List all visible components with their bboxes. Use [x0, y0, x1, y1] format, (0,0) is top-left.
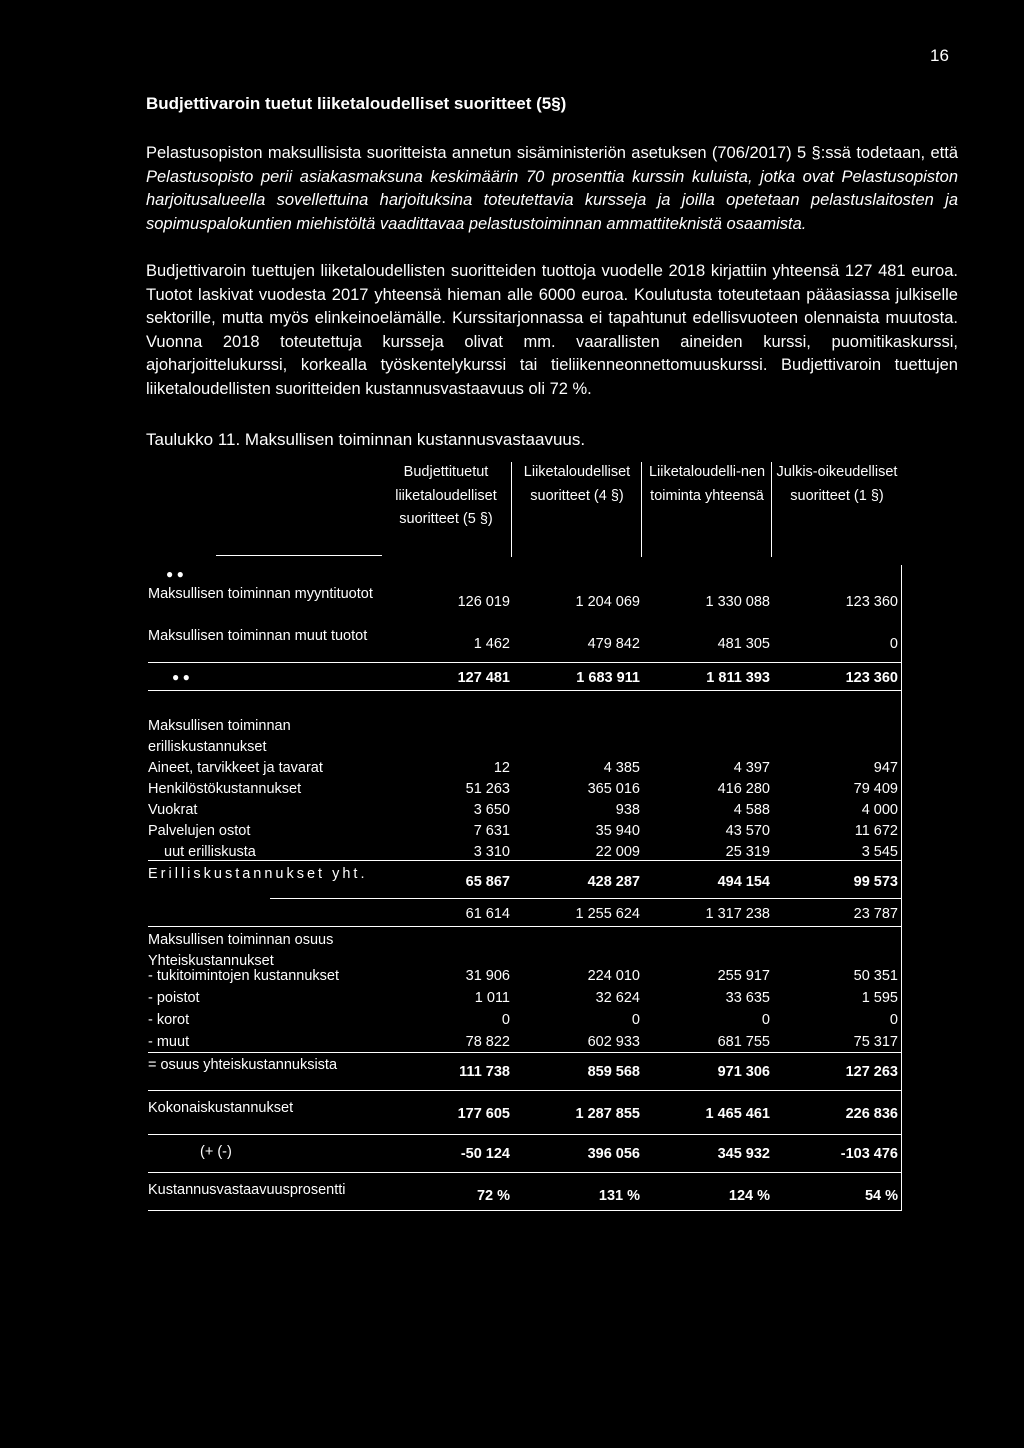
row-label: Aineet, tarvikkeet ja tavarat	[148, 760, 323, 776]
cell: 938	[615, 802, 640, 818]
row-label: = osuus yhteiskustannuksista	[148, 1057, 338, 1073]
row-label: Maksullisen toiminnan myyntituotot	[148, 586, 373, 602]
cell: 971 306	[717, 1064, 770, 1080]
row-rule	[148, 1172, 902, 1173]
cell: 1 011	[474, 990, 510, 1006]
row-markers: ● ●	[166, 567, 184, 581]
cell: 22 009	[595, 844, 640, 860]
cell: 1 811 393	[706, 670, 770, 686]
cell: 31 906	[465, 968, 510, 984]
cell: 1 462	[473, 636, 510, 652]
cell: 65 867	[465, 874, 510, 890]
page-number: 16	[930, 46, 949, 65]
cell: 1 465 461	[705, 1106, 770, 1122]
cell: 78 822	[465, 1034, 510, 1050]
cell: 1 287 855	[575, 1106, 640, 1122]
cell: 365 016	[587, 781, 640, 797]
row-label: Maksullisen toiminnan osuus Yhteiskustannukset	[148, 932, 334, 969]
cell: 3 650	[473, 802, 510, 818]
cell: 1 595	[861, 990, 898, 1006]
total-row-markers: ● ●	[172, 670, 190, 684]
cell: -103 476	[840, 1146, 898, 1162]
row-label: uut erilliskusta	[164, 844, 256, 860]
cell: 947	[873, 760, 898, 776]
header-divider-1	[511, 462, 512, 557]
cell: 54 %	[864, 1188, 898, 1204]
cell: 127 481	[457, 670, 510, 686]
cell: 51 263	[465, 781, 510, 797]
row-rule	[148, 662, 902, 663]
row-rule	[270, 898, 902, 899]
cell: 255 917	[717, 968, 770, 984]
row-label: Erilliskustannukset yht.	[148, 866, 368, 882]
cell: 0	[889, 1012, 898, 1028]
row-label: Kokonaiskustannukset	[148, 1100, 294, 1116]
row-rule	[148, 1052, 902, 1053]
cell: 602 933	[587, 1034, 640, 1050]
header-underline	[216, 555, 382, 556]
cell: 7 631	[473, 823, 510, 839]
cell: 32 624	[595, 990, 640, 1006]
row-rule	[148, 1134, 902, 1135]
row-label: Maksullisen toiminnan erilliskustannukset	[148, 718, 291, 755]
cell: 99 573	[853, 874, 898, 890]
table-caption: Taulukko 11. Maksullisen toiminnan kustannusvastaavuus.	[146, 430, 586, 449]
cell: 72 %	[476, 1188, 510, 1204]
row-label: Palvelujen ostot	[148, 823, 251, 839]
cell: 479 842	[587, 636, 640, 652]
row-label: - poistot	[148, 990, 200, 1006]
cell: 0	[761, 1012, 770, 1028]
cell: 1 683 911	[576, 670, 640, 686]
row-label: Maksullisen toiminnan muut tuotot	[148, 628, 368, 644]
cell: 1 255 624	[575, 906, 640, 922]
cell: 126 019	[457, 594, 510, 610]
cell: 177 605	[457, 1106, 510, 1122]
cell: 33 635	[725, 990, 770, 1006]
cell: 1 204 069	[575, 594, 640, 610]
cell: 1 330 088	[705, 594, 770, 610]
cell: 124 %	[728, 1188, 770, 1204]
row-rule	[148, 860, 902, 861]
row-label: Henkilöstökustannukset	[148, 781, 302, 797]
section-heading: Budjettivaroin tuetut liiketaloudelliset suoritteet (5§)	[146, 94, 567, 113]
cell: 79 409	[853, 781, 898, 797]
cell: 224 010	[587, 968, 640, 984]
cell: 0	[501, 1012, 510, 1028]
row-label: Kustannusvastaavuusprosentti	[148, 1182, 346, 1198]
cell: 428 287	[587, 874, 640, 890]
cell: 481 305	[717, 636, 770, 652]
cell: 127 263	[845, 1064, 898, 1080]
cell: -50 124	[460, 1146, 510, 1162]
row-label: - tukitoimintojen kustannukset	[148, 968, 340, 984]
header-col-1: Budjettituetut liiketaloudelliset suoritteet (5 §)	[395, 464, 497, 527]
cell: 345 932	[717, 1146, 770, 1162]
cell: 859 568	[587, 1064, 640, 1080]
cell: 3 310	[473, 844, 510, 860]
cell: 4 397	[733, 760, 770, 776]
header-divider-3	[771, 462, 772, 557]
cell: 23 787	[853, 906, 898, 922]
row-rule	[148, 1210, 902, 1211]
cell: 0	[889, 636, 898, 652]
cell: 123 360	[845, 670, 898, 686]
cell: 43 570	[725, 823, 770, 839]
cell: 123 360	[845, 594, 898, 610]
cell: 131 %	[598, 1188, 640, 1204]
row-label: - muut	[148, 1034, 190, 1050]
cell: 226 836	[845, 1106, 898, 1122]
paragraph-1-quote: Pelastusopisto perii asiakasmaksuna keskimäärin 70 prosenttia kurssin kuluista, jotka ovat Pelastusopiston harjoitusalueella sovellettuina harjoituksina toteutettavia kursseja ja joilla opetetaan pelastuslaitosten ja sopimuspalokuntien miehistöltä vaadittavaa pelastustoiminnan ammattiteknistä osaamista.	[146, 167, 958, 233]
cell: 35 940	[595, 823, 640, 839]
cell: 494 154	[717, 874, 770, 890]
row-label: - korot	[148, 1012, 190, 1028]
header-col-4: Julkis-oikeudelliset suoritteet (1 §)	[776, 464, 898, 504]
cell: 3 545	[861, 844, 898, 860]
row-label: (+ (-)	[200, 1144, 232, 1160]
header-divider-2	[641, 462, 642, 557]
row-rule	[148, 926, 902, 927]
cell: 25 319	[725, 844, 770, 860]
cell: 396 056	[587, 1146, 640, 1162]
paragraph-1-plain: Pelastusopiston maksullisista suoritteista annetun sisäministeriön asetuksen (706/2017) 5 §:ssä todetaan, että	[146, 144, 958, 162]
cell: 75 317	[853, 1034, 898, 1050]
cell: 50 351	[853, 968, 898, 984]
cell: 681 755	[717, 1034, 770, 1050]
row-rule	[148, 690, 902, 691]
cell: 416 280	[717, 781, 770, 797]
cell: 12	[493, 760, 510, 776]
row-label: Vuokrat	[148, 802, 198, 818]
header-col-2: Liiketaloudelliset suoritteet (4 §)	[523, 464, 631, 504]
cell: 4 385	[603, 760, 640, 776]
cell: 0	[631, 1012, 640, 1028]
header-col-3: Liiketaloudelli-nen toiminta yhteensä	[648, 464, 766, 504]
cell: 61 614	[465, 906, 510, 922]
cell: 1 317 238	[705, 906, 770, 922]
cell: 4 588	[733, 802, 770, 818]
paragraph-1	[146, 142, 958, 236]
cell: 4 000	[861, 802, 898, 818]
paragraph-2: Budjettivaroin tuettujen liiketaloudellisten suoritteiden tuottoja vuodelle 2018 kirjattiin yhteensä 127 481 euroa. Tuotot laskivat vuodesta 2017 yhteensä hieman alle 6000 euroa. Koulutusta toteutetaan pääasiassa julkiselle sektorille, mutta myös elinkeinoelämälle. Kurssitarjonnassa ei tapahtunut edellisvuoteen olennaista muutosta. Vuonna 2018 toteutettuja kursseja olivat mm. vaarallisten aineiden kurssi, puomitikaskurssi, ajoharjoittelukurssi, korkealla työskentelykurssi tai tieliikenneonnettomuuskurssi. Budjettivaroin tuettujen liiketaloudellisten suoritteiden kustannusvastaavuus oli 72 %.	[146, 262, 958, 398]
cell: 111 738	[459, 1064, 510, 1080]
row-rule	[148, 1090, 902, 1091]
cell: 11 672	[854, 823, 898, 839]
